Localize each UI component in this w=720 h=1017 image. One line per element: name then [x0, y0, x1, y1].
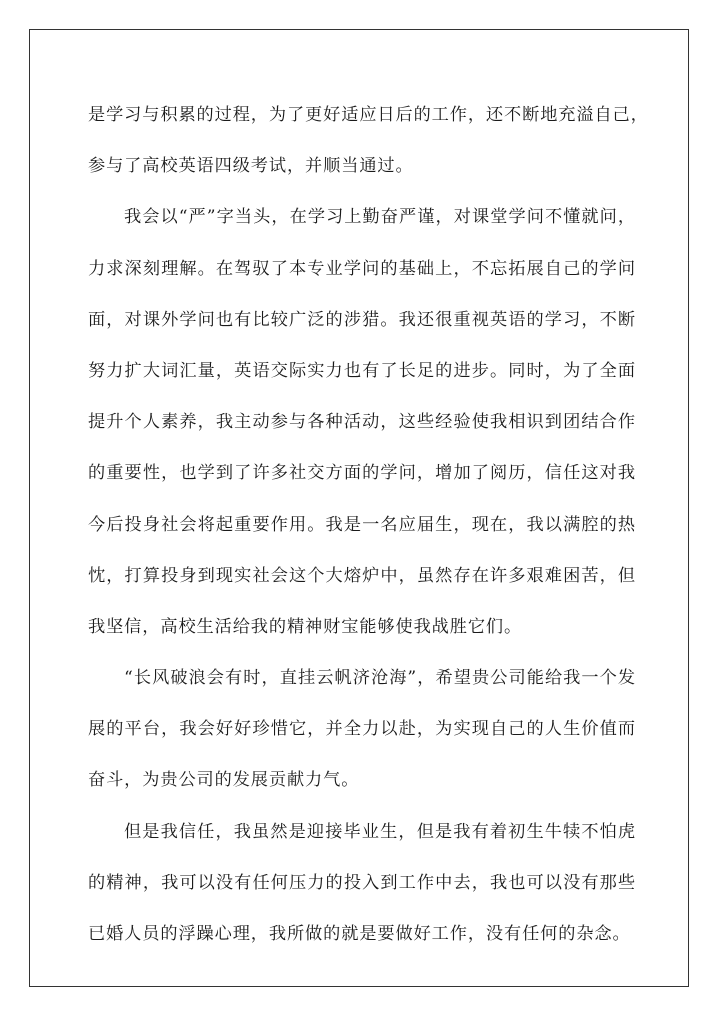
paragraph-2-line-5: 提升个人素养，我主动参与各种活动，这些经验使我相识到团结合作 [88, 412, 636, 433]
paragraph-2-line-2: 力求深刻理解。在驾驭了本专业学问的基础上，不忘拓展自己的学问 [88, 258, 636, 279]
paragraph-4-line-3: 已婚人员的浮躁心理，我所做的就是要做好工作，没有任何的杂念。 [88, 924, 631, 944]
paragraph-1-line-1: 是学习与积累的过程，为了更好适应日后的工作，还不断地充溢自己， [88, 105, 649, 125]
paragraph-2-line-1: 我会以“严”字当头，在学习上勤奋严谨，对课堂学问不懂就问， [124, 207, 636, 228]
paragraph-2-line-6: 的重要性，也学到了许多社交方面的学问，增加了阅历，信任这对我 [88, 463, 636, 484]
paragraph-3-line-1: “长风破浪会有时，直挂云帆济沧海”，希望贵公司能给我一个发 [124, 668, 636, 689]
paragraph-2-line-9: 我坚信，高校生活给我的精神财宝能够使我战胜它们。 [88, 616, 523, 637]
paragraph-2-line-4: 努力扩大词汇量，英语交际实力也有了长足的进步。同时，为了全面 [88, 360, 636, 381]
paragraph-2-line-8: 忱，打算投身到现实社会这个大熔炉中，虽然存在许多艰难困苦，但 [88, 565, 636, 586]
paragraph-3-line-3: 奋斗，为贵公司的发展贡献力气。 [88, 770, 360, 791]
paragraph-4-line-1: 但是我信任，我虽然是迎接毕业生，但是我有着初生牛犊不怕虎 [124, 821, 636, 842]
paragraph-3-line-2: 展的平台，我会好好珍惜它，并全力以赴，为实现自己的人生价值而 [88, 719, 636, 740]
paragraph-4-line-2: 的精神，我可以没有任何压力的投入到工作中去，我也可以没有那些 [88, 872, 636, 893]
paragraph-2-line-3: 面，对课外学问也有比较广泛的涉猎。我还很重视英语的学习，不断 [88, 309, 636, 330]
paragraph-2-line-7: 今后投身社会将起重要作用。我是一名应届生，现在，我以满腔的热 [88, 514, 636, 535]
paragraph-1-line-2: 参与了高校英语四级考试，并顺当通过。 [88, 156, 414, 177]
document-body [88, 91, 649, 961]
